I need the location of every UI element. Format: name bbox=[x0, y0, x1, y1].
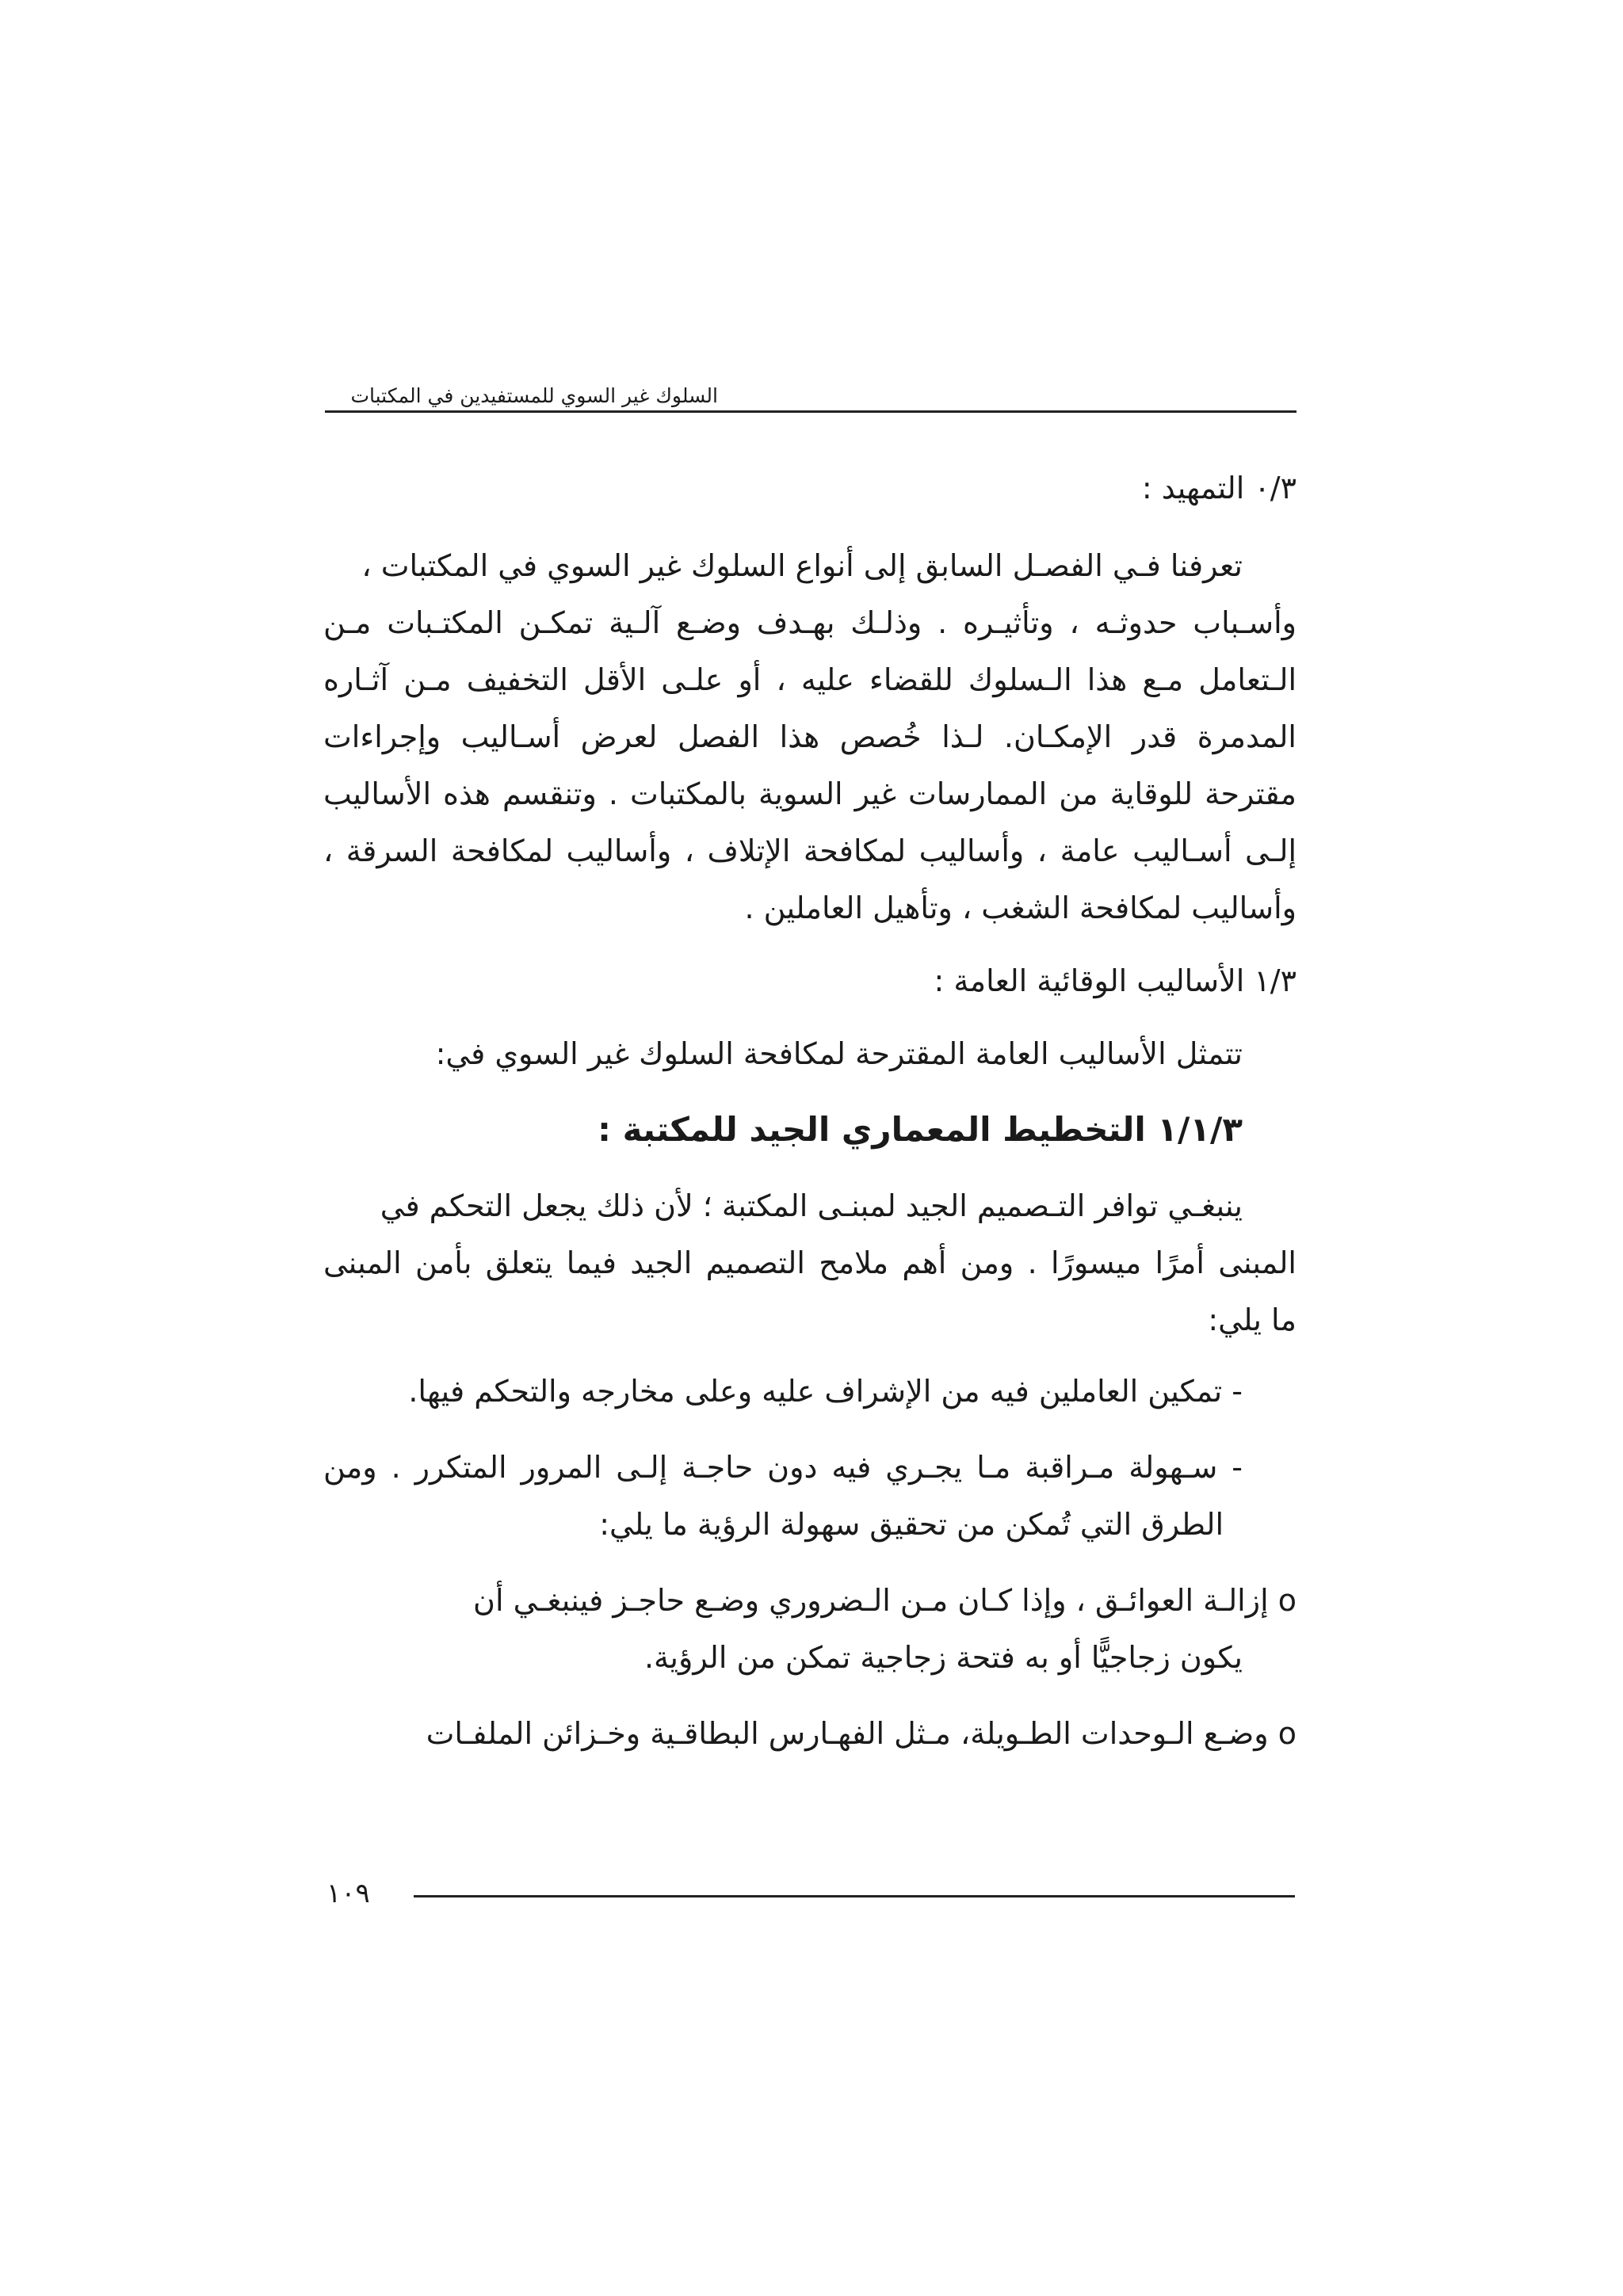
sub-bullet-1-line-2: يكون زجاجيًّا أو به فتحة زجاجية تمكن من الرؤية. bbox=[643, 1640, 1243, 1675]
intro-line-7: وأساليب لمكافحة الشغب ، وتأهيل العاملين . bbox=[744, 891, 1296, 925]
intro-line-3: الـتعامل مـع هذا الـسلوك للقضاء عليه ، أو علـى الأقل التخفيف مـن آثـاره bbox=[323, 662, 1296, 697]
design-line-1: ينبغـي توافر التـصميم الجيد لمبنـى المكتبة ؛ لأن ذلك يجعل التحكم في bbox=[380, 1188, 1243, 1223]
section-general-title: ۱/۳ الأساليب الوقائية العامة : bbox=[934, 963, 1296, 998]
intro-line-5: مقترحة للوقاية من الممارسات غير السوية بالمكتبات . وتنقسم هذه الأساليب bbox=[323, 776, 1296, 811]
bullet-1-line-1: - تمكين العاملين فيه من الإشراف عليه وعلى مخارجه والتحكم فيها. bbox=[408, 1374, 1243, 1409]
running-header bbox=[325, 376, 1296, 413]
sub-bullet-1-line-1: إزالـة العوائـق ، وإذا كـان مـن الـضروري وضـع حاجـز فينبغـي أن bbox=[473, 1583, 1269, 1618]
design-line-3: ما يلي: bbox=[1208, 1302, 1296, 1337]
sub-bullet-2-line-1: وضـع الـوحدات الطـويلة، مـثل الفهـارس البطاقـية وخـزائن الملفـات bbox=[426, 1716, 1269, 1751]
section-intro-title: ۰/۳ التمهيد : bbox=[1141, 471, 1296, 505]
page-number: ١٠٩ bbox=[327, 1878, 370, 1909]
intro-line-2: وأسـباب حدوثـه ، وتأثيـره . وذلـك بهـدف وضـع آلـية تمكـن المكتـبات مـن bbox=[323, 605, 1296, 640]
sub-bullet-marker: o bbox=[1277, 1583, 1296, 1618]
section-general-intro: تتمثل الأساليب العامة المقترحة لمكافحة السلوك غير السوي في: bbox=[435, 1036, 1243, 1071]
intro-line-6: إلـى أسـاليب عامة ، وأساليب لمكافحة الإتلاف ، وأساليب لمكافحة السرقة ، bbox=[323, 833, 1296, 868]
intro-line-4: المدمرة قدر الإمكـان. لـذا خُصص هذا الفصل لعرض أسـاليب وإجراءات bbox=[323, 719, 1296, 754]
intro-line-1: تعرفنا فـي الفصـل السابق إلى أنواع السلوك غير السوي في المكتبات ، bbox=[361, 548, 1243, 583]
subsection-design-title: ۱/۱/۳ التخطيط المعماري الجيد للمكتبة : bbox=[598, 1110, 1243, 1149]
sub-bullet-1-row bbox=[323, 1581, 1296, 1619]
bullet-2-line-2: الطرق التي تُمكن من تحقيق سهولة الرؤية ما يلي: bbox=[599, 1507, 1224, 1542]
footer-rule bbox=[414, 1895, 1295, 1897]
running-header-title: السلوك غير السوي للمستفيدين في المكتبات bbox=[347, 384, 718, 407]
bullet-2-line-1: - سـهولة مـراقبة مـا يجـري فيه دون حاجـة إلـى المرور المتكرر . ومن bbox=[323, 1450, 1243, 1485]
design-line-2: المبنى أمرًا ميسورًا . ومن أهم ملامح التصميم الجيد فيما يتعلق بأمن المبنى bbox=[323, 1245, 1296, 1280]
sub-bullet-2-row bbox=[323, 1714, 1296, 1753]
sub-bullet-marker: o bbox=[1277, 1716, 1296, 1751]
